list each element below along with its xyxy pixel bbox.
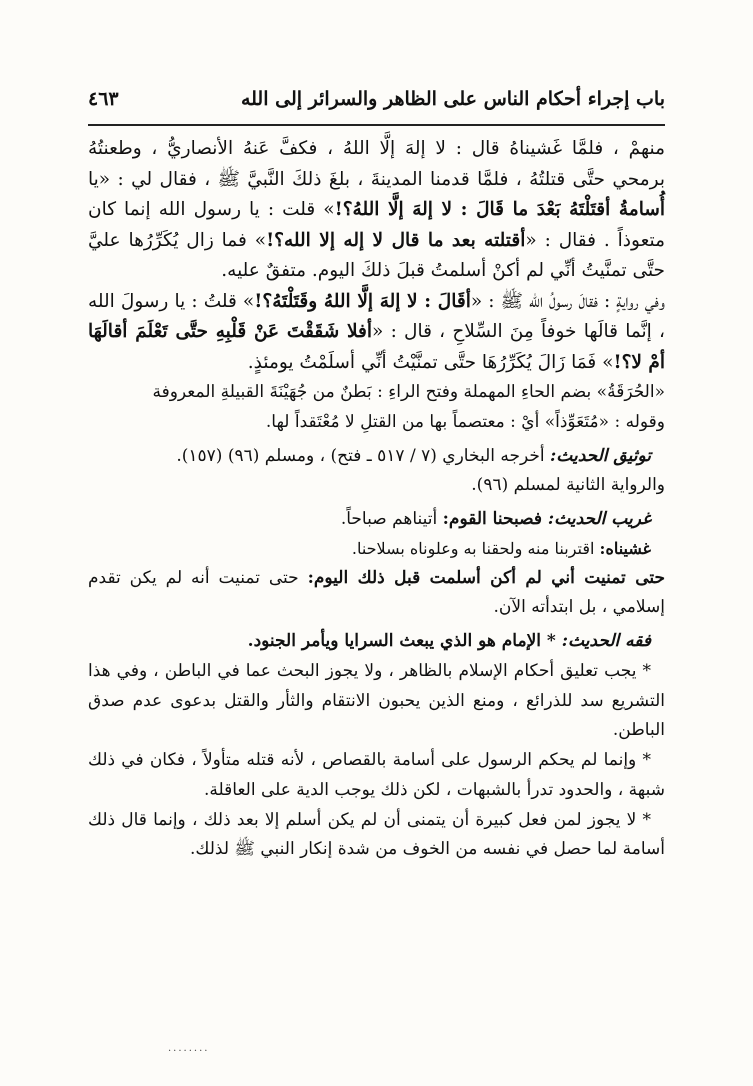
tawthiq-section: توثيق الحديث: أخرجه البخاري (٧ / ٥١٧ ـ فتح) ، ومسلم (٩٦) (١٥٧). (176, 445, 651, 466)
gharib-ghashinah: غشيناه: اقتربنا منه ولحقنا به وعلوناه بسلاحنا. (351, 538, 651, 558)
hadith-main: منهمْ ، فلمَّا غَشيناهُ قال : لا إلهَ إلَّا اللهُ ، فكفَّ عَنهُ الأنصاريُّ ، وطعنتُهُ برمحي حتَّى قتلتُهُ ، فلمَّا قدمنا المدينةَ ، بلغَ ذلكَ النَّبيَّ ﷺ ، فقال لي : «يا أُسامةُ أقتَلْتَهُ بَعْدَ ما قَالَ : لا إلهَ إلَّا اللهُ؟!» قلت : يا رسول الله إنما كان متعوذاً . فقال : «أقتلته بعد ما قال لا إله إلا الله؟!» فما زال يُكَرِّرُها عليَّ حتَّى تمنَّيتُ أنِّي لم أكنْ أسلمتُ قبلَ ذلكَ اليوم. متفقٌ عليه. (88, 138, 666, 282)
fiqh-point-1: * يجب تعليق أحكام الإسلام بالظاهر ، ولا يجوز البحث عما في الباطن ، وفي هذا التشريع سد للذرائع ، ومنع الذين يحبون الانتقام والثأر والقتل بدعوى عدم صدق الباطن. (88, 660, 665, 741)
hadith-second-narration: وفي روايةٍ : فقالَ رسولُ الله ﷺ : «أقَالَ : لا إلهَ إلَّا اللهُ وقَتَلْتَهُ؟!» قلتُ : يا رسولَ الله ، إنَّما قالَها خوفاً مِنَ السِّلاحِ ، قال : «أفلا شَقَقْتَ عَنْ قَلْبِهِ حتَّى تَعْلَمَ أقالَهَا أمْ لا؟!» فَمَا زَالَ يُكَرِّرُهَا حتَّى تمنَّيْتُ أنِّي أسلَمْتُ يومئذٍ. (88, 290, 666, 373)
tawthiq-label: توثيق الحديث: (550, 445, 651, 466)
gharib-tamannayt: حتى تمنيت أني لم أكن أسلمت قبل ذلك اليوم: حتى تمنيت أنه لم يكن تقدم إسلامي ، بل ابتدأته الآن. (88, 567, 665, 618)
fiqh-label: فقه الحديث: (561, 631, 651, 652)
gharib-label: غريب الحديث: (547, 509, 651, 530)
tawthiq-second: والرواية الثانية لمسلم (٩٦). (471, 475, 665, 496)
header-divider (88, 124, 665, 126)
page-number: ٤٦٣ (88, 88, 119, 110)
fiqh-section: فقه الحديث: * الإمام هو الذي يبعث السرايا ويأمر الجنود. (247, 631, 651, 652)
chapter-title: باب إجراء أحكام الناس على الظاهر والسرائر إلى الله (240, 88, 665, 110)
gharib-section: غريب الحديث: فصبحنا القوم: أتيناهم صباحاً. (340, 509, 651, 530)
page-body (88, 134, 665, 865)
note-huraqa: «الحُرَقَةُ» بضم الحاءِ المهملة وفتح الراءِ : بَطنٌ من جُهَيْنَةَ القبيلةِ المعروفة (152, 382, 665, 403)
fiqh-point-3: * لا يجوز لمن فعل كبيرة أن يتمنى أن لم يكن أسلم إلا بعد ذلك ، وإنما قال ذلك أسامة لما حصل في نفسه من الخوف من شدة إنكار النبي ﷺ لذلك. (88, 809, 665, 860)
fiqh-point-2: * وإنما لم يحكم الرسول على أسامة بالقصاص ، لأنه قتله متأولاً ، فكان في ذلك شبهة ، والحدود تدرأ بالشبهات ، لكن ذلك يوجب الدية على العاقلة. (88, 750, 665, 800)
footer-marks: ........ (168, 1043, 210, 1054)
note-mutaawwidh: وقوله : «مُتَعَوِّذاً» أيْ : معتصماً بها من القتلِ لا مُعْتَقداً لها. (265, 411, 665, 432)
page-header (88, 80, 665, 120)
